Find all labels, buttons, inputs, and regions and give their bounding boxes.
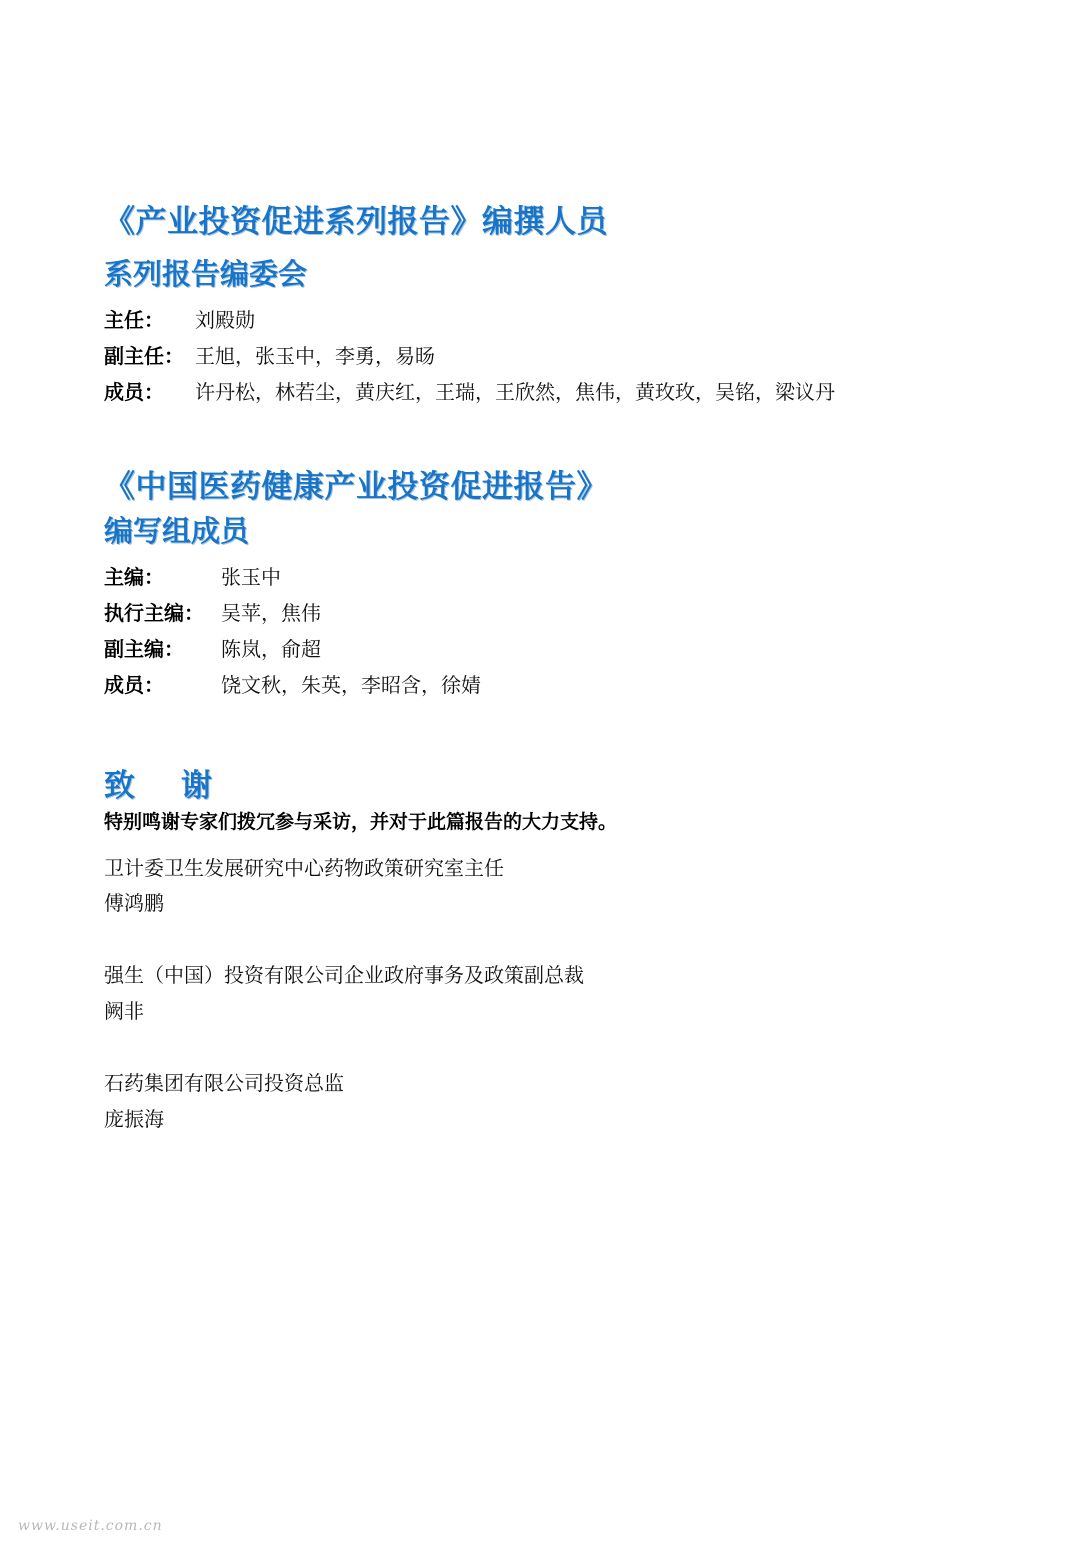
- member-names: 刘殿勋: [195, 308, 255, 332]
- expert-name: 庞振海: [104, 1107, 164, 1131]
- series-report-title: 《产业投资促进系列报告》编撰人员: [104, 204, 608, 240]
- member-names: 吴苹，焦伟: [221, 601, 321, 625]
- member-names: 许丹松，林若尘，黄庆红，王瑞，王欣然，焦伟，黄玫玫，吴铭，梁议丹: [195, 380, 835, 404]
- role-label: 副主任：: [104, 344, 184, 368]
- expert-name: 傅鸿鹏: [104, 891, 164, 915]
- expert-name: 阙非: [104, 999, 144, 1023]
- ack-title-char: 致: [104, 768, 135, 804]
- expert-position: 卫计委卫生发展研究中心药物政策研究室主任: [104, 856, 504, 880]
- watermark: www.useit.com.cn: [18, 1518, 163, 1534]
- role-label: 成员：: [104, 673, 164, 697]
- expert-position: 强生（中国）投资有限公司企业政府事务及政策副总裁: [104, 963, 584, 987]
- ack-title-char: 谢: [181, 768, 212, 804]
- writing-group-heading: 编写组成员: [104, 514, 250, 548]
- acknowledgements-title: [104, 760, 212, 805]
- role-label: 成员：: [104, 380, 164, 404]
- acknowledgements-intro: 特别鸣谢专家们拨冗参与采访，并对于此篇报告的大力支持。: [104, 811, 618, 833]
- member-names: 张玉中: [221, 565, 281, 589]
- role-label: 执行主编：: [104, 601, 204, 625]
- member-names: 饶文秋，朱英，李昭含，徐婧: [221, 673, 481, 697]
- role-label: 副主编：: [104, 637, 184, 661]
- committee-heading: 系列报告编委会: [104, 257, 308, 291]
- member-names: 陈岚，俞超: [221, 637, 321, 661]
- member-names: 王旭，张玉中，李勇，易旸: [195, 344, 435, 368]
- expert-position: 石药集团有限公司投资总监: [104, 1071, 344, 1095]
- role-label: 主任：: [104, 308, 164, 332]
- role-label: 主编：: [104, 565, 164, 589]
- health-report-title: 《中国医药健康产业投资促进报告》: [104, 469, 608, 505]
